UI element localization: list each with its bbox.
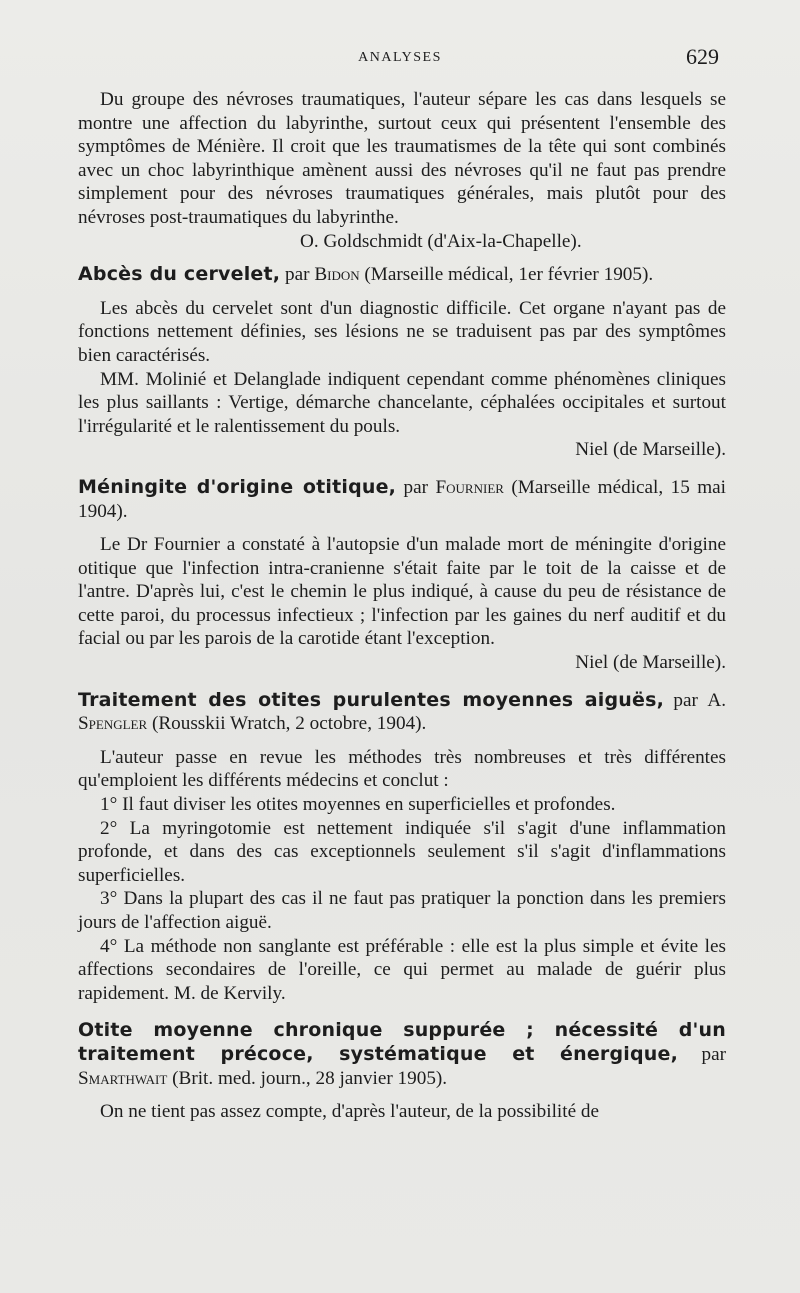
body-column xyxy=(78,88,726,1124)
article-ref-prefix: par xyxy=(664,689,708,711)
article-author: A. Spengler xyxy=(78,689,727,735)
article-heading xyxy=(78,263,726,287)
article-title: Abcès du cervelet, xyxy=(78,263,281,286)
article-paragraph: Le Dr Fournier a constaté à l'autopsie d'un malade mort de méningite d'origine otitique que l'infection intra-cranienne s'était faite par le toit de la caisse et de l'antre. D'après lui, c'est le chemin le plus indiqué, à cause du peu de résistance de cette paroi, du processus infectieux ; l'infection par les gaines du nerf auditif et du facial ou par les parois de la carotide étant l'exception. xyxy=(78,534,726,650)
article-paragraph: 4° La méthode non sanglante est préférable : elle est la plus simple et évite les affections secondaires de l'oreille, ce qui permet au malade de guérir plus rapidement. M. de Kervily. xyxy=(78,935,726,1004)
article-title: Traitement des otites purulentes moyennes aiguës, xyxy=(78,688,665,711)
article-paragraph: On ne tient pas assez compte, d'après l'auteur, de la possibilité de xyxy=(100,1101,600,1123)
article-author: Bidon xyxy=(314,264,360,286)
article-heading xyxy=(78,689,726,736)
article-title: Otite moyenne chronique suppurée ; nécessité d'un traitement précoce, systématique et énergique, xyxy=(78,1019,726,1065)
article-reference: (Marseille médical, 15 mai 1904). xyxy=(78,476,727,522)
article-title: Méningite d'origine otitique, xyxy=(78,475,397,498)
article-reference: (Marseille médical, 1er février 1905). xyxy=(359,264,654,286)
article-heading xyxy=(78,476,726,523)
article-paragraph: 1° Il faut diviser les otites moyennes en superficielles et profondes. xyxy=(100,794,616,816)
article-reference: (Rousskii Wratch, 2 octobre, 1904). xyxy=(147,713,427,735)
article-paragraph: 3° Dans la plupart des cas il ne faut pas pratiquer la ponction dans les premiers jours de l'affection aiguë. xyxy=(78,888,726,933)
article-paragraph: MM. Molinié et Delanglade indiquent cependant comme phénomènes cliniques les plus saillants : Vertige, démarche chancelante, céphalées occipitales et surtout l'irrégularité et le ralentissement du pouls. xyxy=(78,368,726,437)
article-paragraph: 2° La myringotomie est nettement indiquée s'il s'agit d'une inflammation profonde, et dans des cas exceptionnels seulement s'il s'agit d'inflammations superficielles. xyxy=(78,817,726,886)
intro-signature: O. Goldschmidt (d'Aix-la-Chapelle). xyxy=(300,230,582,252)
article-ref-prefix: par xyxy=(280,264,315,286)
article-signature: Niel (de Marseille). xyxy=(575,652,726,674)
article-signature: Niel (de Marseille). xyxy=(575,439,726,461)
article-reference: (Brit. med. journ., 28 janvier 1905). xyxy=(167,1067,448,1089)
running-title: ANALYSES xyxy=(358,50,442,65)
article-heading xyxy=(78,1019,726,1090)
article-paragraph: Les abcès du cervelet sont d'un diagnostic difficile. Cet organe n'ayant pas de fonctions nettement définies, ses lésions ne se traduisent pas par des symptômes bien caractérisés. xyxy=(78,297,726,366)
article-author: Fournier xyxy=(435,476,504,498)
article-ref-prefix: par xyxy=(678,1043,726,1065)
article-author: Smarthwait xyxy=(78,1067,168,1089)
article-paragraph: L'auteur passe en revue les méthodes très nombreuses et très différentes qu'emploient les différents médecins et conclut : xyxy=(78,746,726,792)
intro-paragraph: Du groupe des névroses traumatiques, l'auteur sépare les cas dans lesquels se montre une affection du labyrinthe, surtout ceux qui présentent l'ensemble des symptômes de Ménière. Il croit que les traumatismes de la tête qui sont combinés avec un choc labyrinthique amènent aussi des névroses qu'il ne faut pas prendre simplement pour des névroses traumatiques générales, mais plutôt pour des névroses post-traumatiques du labyrinthe. xyxy=(78,89,726,228)
page-number: 629 xyxy=(686,44,719,69)
article-ref-prefix: par xyxy=(396,476,436,498)
